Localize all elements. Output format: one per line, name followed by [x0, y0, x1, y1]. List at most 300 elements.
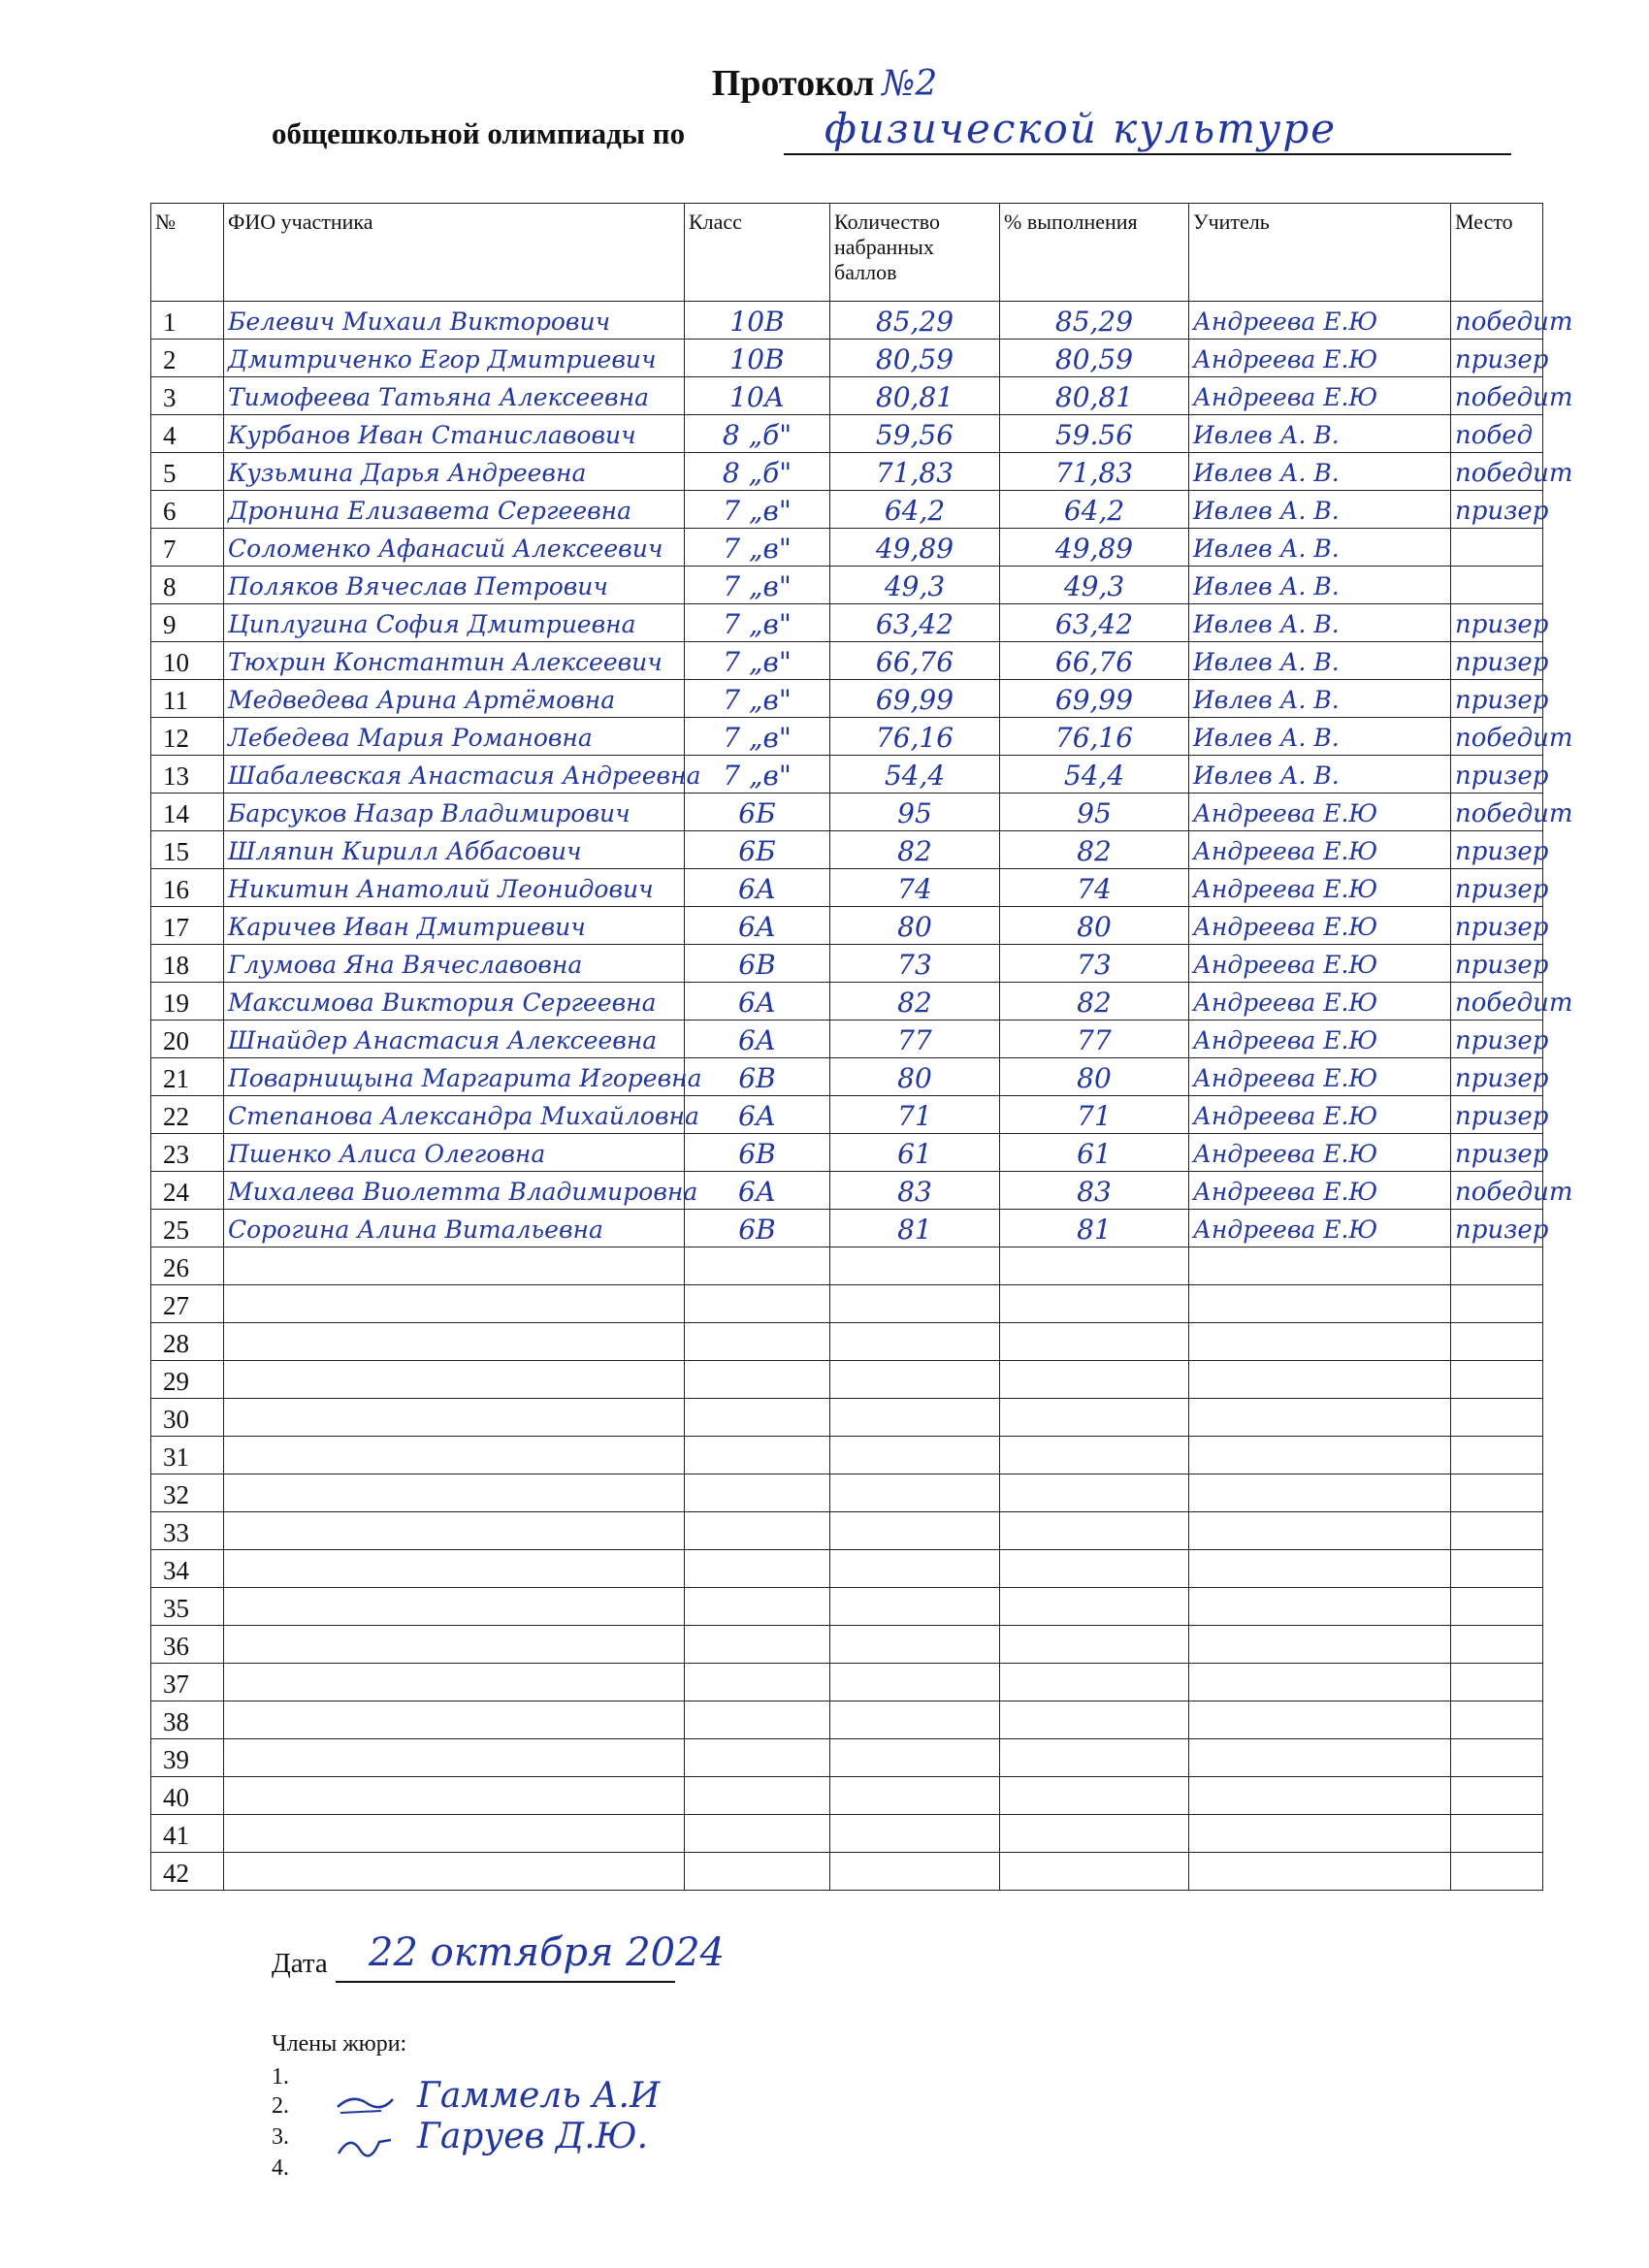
title-text: Протокол: [711, 63, 875, 104]
participant-name: Барсуков Назар Владимирович: [224, 794, 685, 831]
jury-signature-marks: [333, 2086, 401, 2173]
participant-percent: 80: [1000, 1058, 1189, 1096]
table-row: [151, 567, 1543, 604]
participant-place: побед: [1451, 415, 1543, 453]
participant-place: призер: [1451, 680, 1543, 718]
row-number: 9: [151, 604, 224, 642]
participant-score: 76,16: [830, 718, 1000, 756]
participant-class: 10В: [685, 302, 830, 340]
participant-class: [685, 1701, 830, 1739]
participant-class: [685, 1664, 830, 1701]
table-row: [151, 1777, 1543, 1815]
row-number: 15: [151, 831, 224, 869]
participant-name: [224, 1323, 685, 1361]
subject-handwritten: физической культуре: [824, 105, 1338, 152]
table-row: [151, 1210, 1543, 1247]
participant-place: призер: [1451, 1210, 1543, 1247]
participant-percent: [1000, 1588, 1189, 1626]
participant-percent: [1000, 1323, 1189, 1361]
participant-percent: 95: [1000, 794, 1189, 831]
participant-place: призер: [1451, 1021, 1543, 1058]
participant-place: победит: [1451, 302, 1543, 340]
participant-name: [224, 1588, 685, 1626]
participant-score: [830, 1664, 1000, 1701]
participant-teacher: Андреева Е.Ю: [1189, 1058, 1451, 1096]
participant-class: 10В: [685, 340, 830, 377]
table-row: [151, 377, 1543, 415]
participant-teacher: Ивлев А. В.: [1189, 680, 1451, 718]
table-row: [151, 1172, 1543, 1210]
participant-score: 74: [830, 869, 1000, 907]
participant-teacher: [1189, 1247, 1451, 1285]
participant-name: [224, 1399, 685, 1437]
row-number: 29: [151, 1361, 224, 1399]
participant-place: [1451, 1399, 1543, 1437]
participant-place: [1451, 1247, 1543, 1285]
participant-teacher: [1189, 1815, 1451, 1853]
table-row: [151, 1701, 1543, 1739]
participant-teacher: Андреева Е.Ю: [1189, 302, 1451, 340]
participant-name: [224, 1550, 685, 1588]
table-row: [151, 340, 1543, 377]
table-row: [151, 302, 1543, 340]
participant-percent: [1000, 1399, 1189, 1437]
table-row: [151, 983, 1543, 1021]
table-row: [151, 1323, 1543, 1361]
row-number: 40: [151, 1777, 224, 1815]
participant-score: 83: [830, 1172, 1000, 1210]
participant-class: [685, 1550, 830, 1588]
participant-percent: 82: [1000, 983, 1189, 1021]
participant-teacher: Ивлев А. В.: [1189, 718, 1451, 756]
participant-class: 7 „в": [685, 642, 830, 680]
participant-class: 6Б: [685, 794, 830, 831]
participant-score: [830, 1247, 1000, 1285]
participant-class: [685, 1323, 830, 1361]
participant-score: 66,76: [830, 642, 1000, 680]
table-row: [151, 1626, 1543, 1664]
row-number: 3: [151, 377, 224, 415]
table-row: [151, 1512, 1543, 1550]
participant-teacher: Андреева Е.Ю: [1189, 945, 1451, 983]
participant-percent: 71: [1000, 1096, 1189, 1134]
row-number: 21: [151, 1058, 224, 1096]
participant-teacher: Андреева Е.Ю: [1189, 377, 1451, 415]
row-number: 2: [151, 340, 224, 377]
row-number: 6: [151, 491, 224, 529]
participant-place: [1451, 1815, 1543, 1853]
participant-class: 6В: [685, 1058, 830, 1096]
participant-percent: [1000, 1626, 1189, 1664]
participant-percent: 59.56: [1000, 415, 1189, 453]
row-number: 28: [151, 1323, 224, 1361]
participant-teacher: Ивлев А. В.: [1189, 491, 1451, 529]
participant-teacher: [1189, 1323, 1451, 1361]
participant-teacher: [1189, 1588, 1451, 1626]
participant-percent: [1000, 1853, 1189, 1891]
participant-class: 10А: [685, 377, 830, 415]
participant-score: 80: [830, 1058, 1000, 1096]
participant-teacher: Андреева Е.Ю: [1189, 831, 1451, 869]
participant-percent: 81: [1000, 1210, 1189, 1247]
participant-class: [685, 1588, 830, 1626]
participant-score: 82: [830, 983, 1000, 1021]
subject-underline: [784, 153, 1511, 155]
participant-class: 7 „в": [685, 529, 830, 567]
row-number: 41: [151, 1815, 224, 1853]
participant-name: Дронина Елизавета Сергеевна: [224, 491, 685, 529]
participant-place: [1451, 1739, 1543, 1777]
participant-percent: 61: [1000, 1134, 1189, 1172]
participant-score: 81: [830, 1210, 1000, 1247]
row-number: 31: [151, 1437, 224, 1474]
participant-teacher: [1189, 1474, 1451, 1512]
participant-name: [224, 1853, 685, 1891]
participant-teacher: [1189, 1550, 1451, 1588]
protocol-subtitle: общешкольной олимпиады по: [272, 116, 686, 150]
participant-percent: [1000, 1474, 1189, 1512]
participant-teacher: Андреева Е.Ю: [1189, 1210, 1451, 1247]
participant-place: [1451, 1437, 1543, 1474]
participant-place: [1451, 1512, 1543, 1550]
participant-class: [685, 1399, 830, 1437]
participant-class: [685, 1777, 830, 1815]
participant-teacher: Андреева Е.Ю: [1189, 1172, 1451, 1210]
participant-name: Глумова Яна Вячеславовна: [224, 945, 685, 983]
participant-percent: 83: [1000, 1172, 1189, 1210]
participant-name: Курбанов Иван Станиславович: [224, 415, 685, 453]
table-header-row: [151, 204, 1543, 302]
participant-teacher: [1189, 1285, 1451, 1323]
participant-place: победит: [1451, 794, 1543, 831]
participant-place: [1451, 1701, 1543, 1739]
participant-percent: 63,42: [1000, 604, 1189, 642]
jury-item-4-signature: Гаруев Д.Ю.: [417, 2117, 649, 2156]
participant-score: 80: [830, 907, 1000, 945]
participant-teacher: Андреева Е.Ю: [1189, 869, 1451, 907]
participant-class: 6А: [685, 869, 830, 907]
participant-percent: [1000, 1777, 1189, 1815]
participant-teacher: [1189, 1361, 1451, 1399]
row-number: 4: [151, 415, 224, 453]
participant-score: [830, 1285, 1000, 1323]
participant-score: [830, 1626, 1000, 1664]
participant-name: Шнайдер Анастасия Алексеевна: [224, 1021, 685, 1058]
participant-class: 7 „в": [685, 567, 830, 604]
participant-place: призер: [1451, 1058, 1543, 1096]
participant-class: 6А: [685, 907, 830, 945]
table-row: [151, 453, 1543, 491]
participant-place: победит: [1451, 377, 1543, 415]
participant-teacher: [1189, 1701, 1451, 1739]
table-row: [151, 1815, 1543, 1853]
participant-class: 6В: [685, 945, 830, 983]
participant-percent: 73: [1000, 945, 1189, 983]
protocol-title: [0, 62, 1649, 105]
participant-score: [830, 1777, 1000, 1815]
protocol-number: №2: [882, 64, 938, 104]
participant-score: 69,99: [830, 680, 1000, 718]
participant-name: [224, 1701, 685, 1739]
participant-score: [830, 1474, 1000, 1512]
table-row: [151, 1588, 1543, 1626]
participant-teacher: [1189, 1399, 1451, 1437]
participant-score: [830, 1815, 1000, 1853]
table-row: [151, 1058, 1543, 1096]
participant-class: 7 „в": [685, 756, 830, 794]
table-row: [151, 945, 1543, 983]
participant-score: 64,2: [830, 491, 1000, 529]
participant-teacher: Ивлев А. В.: [1189, 567, 1451, 604]
participant-teacher: Ивлев А. В.: [1189, 453, 1451, 491]
participant-percent: [1000, 1701, 1189, 1739]
participant-percent: 74: [1000, 869, 1189, 907]
participant-name: Шабалевская Анастасия Андреевна: [224, 756, 685, 794]
participant-teacher: Ивлев А. В.: [1189, 415, 1451, 453]
participant-teacher: Андреева Е.Ю: [1189, 1096, 1451, 1134]
participant-name: Шляпин Кирилл Аббасович: [224, 831, 685, 869]
participant-teacher: Андреева Е.Ю: [1189, 907, 1451, 945]
participant-percent: 82: [1000, 831, 1189, 869]
participant-class: 6В: [685, 1210, 830, 1247]
participant-class: 6А: [685, 983, 830, 1021]
table-row: [151, 1247, 1543, 1285]
table-row: [151, 1285, 1543, 1323]
participant-name: Михалева Виолетта Владимировна: [224, 1172, 685, 1210]
date-value: 22 октября 2024: [369, 1930, 726, 1975]
participant-name: [224, 1626, 685, 1664]
participant-name: [224, 1285, 685, 1323]
row-number: 23: [151, 1134, 224, 1172]
participant-class: [685, 1853, 830, 1891]
participant-percent: [1000, 1437, 1189, 1474]
participant-class: [685, 1815, 830, 1853]
participant-place: [1451, 1285, 1543, 1323]
participant-percent: 76,16: [1000, 718, 1189, 756]
participant-place: [1451, 1474, 1543, 1512]
participant-name: Тимофеева Татьяна Алексеевна: [224, 377, 685, 415]
participant-score: 63,42: [830, 604, 1000, 642]
participant-teacher: Ивлев А. В.: [1189, 756, 1451, 794]
participant-score: [830, 1437, 1000, 1474]
participant-name: [224, 1739, 685, 1777]
participant-name: Медведева Арина Артёмовна: [224, 680, 685, 718]
participant-place: призер: [1451, 491, 1543, 529]
participant-score: [830, 1739, 1000, 1777]
table-row: [151, 680, 1543, 718]
table-row: [151, 1134, 1543, 1172]
participant-teacher: Андреева Е.Ю: [1189, 983, 1451, 1021]
row-number: 22: [151, 1096, 224, 1134]
participant-place: победит: [1451, 1172, 1543, 1210]
table-row: [151, 604, 1543, 642]
participant-name: Лебедева Мария Романовна: [224, 718, 685, 756]
participant-score: 77: [830, 1021, 1000, 1058]
row-number: 8: [151, 567, 224, 604]
participant-class: 6Б: [685, 831, 830, 869]
row-number: 18: [151, 945, 224, 983]
participant-score: [830, 1323, 1000, 1361]
participant-place: [1451, 1323, 1543, 1361]
participant-teacher: Ивлев А. В.: [1189, 642, 1451, 680]
participant-teacher: [1189, 1777, 1451, 1815]
jury-item-3-number: 3.: [272, 2124, 289, 2150]
row-number: 32: [151, 1474, 224, 1512]
col-header-percent: % выполнения: [1000, 204, 1189, 302]
participant-percent: 49,3: [1000, 567, 1189, 604]
participant-place: призер: [1451, 869, 1543, 907]
participant-score: 71: [830, 1096, 1000, 1134]
participant-class: [685, 1285, 830, 1323]
table-row: [151, 1361, 1543, 1399]
participant-name: Тюхрин Константин Алексеевич: [224, 642, 685, 680]
table-row: [151, 907, 1543, 945]
participant-name: [224, 1512, 685, 1550]
participant-score: [830, 1853, 1000, 1891]
table-row: [151, 415, 1543, 453]
participant-place: призер: [1451, 1096, 1543, 1134]
row-number: 5: [151, 453, 224, 491]
table-row: [151, 756, 1543, 794]
row-number: 27: [151, 1285, 224, 1323]
participant-class: 7 „в": [685, 491, 830, 529]
row-number: 17: [151, 907, 224, 945]
signature-mark-2: [338, 2099, 393, 2107]
participant-percent: [1000, 1512, 1189, 1550]
table-row: [151, 1664, 1543, 1701]
col-header-place: Место: [1451, 204, 1543, 302]
participant-score: 80,81: [830, 377, 1000, 415]
table-row: [151, 869, 1543, 907]
row-number: 36: [151, 1626, 224, 1664]
row-number: 34: [151, 1550, 224, 1588]
participant-class: 7 „в": [685, 718, 830, 756]
table-row: [151, 1021, 1543, 1058]
col-header-name: ФИО участника: [224, 204, 685, 302]
participant-name: Соломенко Афанасий Алексеевич: [224, 529, 685, 567]
participant-place: [1451, 1361, 1543, 1399]
row-number: 16: [151, 869, 224, 907]
table-row: [151, 529, 1543, 567]
table-row: [151, 1853, 1543, 1891]
participant-class: 7 „в": [685, 680, 830, 718]
participant-score: 80,59: [830, 340, 1000, 377]
participant-teacher: Ивлев А. В.: [1189, 529, 1451, 567]
participant-score: 61: [830, 1134, 1000, 1172]
participant-place: [1451, 567, 1543, 604]
row-number: 33: [151, 1512, 224, 1550]
signature-stroke-2: [340, 2111, 381, 2113]
table-row: [151, 1739, 1543, 1777]
participant-teacher: [1189, 1626, 1451, 1664]
participant-score: [830, 1399, 1000, 1437]
participant-score: 49,89: [830, 529, 1000, 567]
participant-place: [1451, 1853, 1543, 1891]
participant-score: [830, 1361, 1000, 1399]
table-row: [151, 831, 1543, 869]
row-number: 24: [151, 1172, 224, 1210]
table-row: [151, 1399, 1543, 1437]
participant-place: призер: [1451, 1134, 1543, 1172]
row-number: 14: [151, 794, 224, 831]
participant-class: [685, 1512, 830, 1550]
signature-mark-4: [339, 2140, 391, 2155]
participant-teacher: Андреева Е.Ю: [1189, 1021, 1451, 1058]
participant-place: [1451, 1550, 1543, 1588]
participant-percent: 85,29: [1000, 302, 1189, 340]
participant-class: [685, 1361, 830, 1399]
table-row: [151, 1474, 1543, 1512]
table-body: [151, 302, 1573, 1891]
participant-percent: 54,4: [1000, 756, 1189, 794]
table-row: [151, 1437, 1543, 1474]
participant-percent: 80: [1000, 907, 1189, 945]
participant-class: 8 „б": [685, 453, 830, 491]
row-number: 26: [151, 1247, 224, 1285]
participant-name: Поварнищына Маргарита Игоревна: [224, 1058, 685, 1096]
participant-place: [1451, 1777, 1543, 1815]
participant-place: [1451, 1588, 1543, 1626]
participant-class: 6А: [685, 1021, 830, 1058]
participant-place: победит: [1451, 983, 1543, 1021]
participant-score: 95: [830, 794, 1000, 831]
participant-teacher: Андреева Е.Ю: [1189, 340, 1451, 377]
participant-class: [685, 1739, 830, 1777]
participant-name: [224, 1664, 685, 1701]
participant-score: 54,4: [830, 756, 1000, 794]
participant-name: [224, 1815, 685, 1853]
participant-place: призер: [1451, 340, 1543, 377]
participant-name: Пшенко Алиса Олеговна: [224, 1134, 685, 1172]
date-underline: [336, 1981, 675, 1983]
participant-name: Сорогина Алина Витальевна: [224, 1210, 685, 1247]
participant-score: 71,83: [830, 453, 1000, 491]
participant-teacher: Андреева Е.Ю: [1189, 1134, 1451, 1172]
participant-teacher: Андреева Е.Ю: [1189, 794, 1451, 831]
participant-place: победит: [1451, 453, 1543, 491]
participant-place: призер: [1451, 604, 1543, 642]
jury-item-1-number: 1.: [272, 2064, 289, 2090]
participant-name: Циплугина София Дмитриевна: [224, 604, 685, 642]
row-number: 13: [151, 756, 224, 794]
table-row: [151, 491, 1543, 529]
table-row: [151, 1096, 1543, 1134]
participant-score: 82: [830, 831, 1000, 869]
participant-name: [224, 1361, 685, 1399]
row-number: 19: [151, 983, 224, 1021]
row-number: 39: [151, 1739, 224, 1777]
participant-percent: 71,83: [1000, 453, 1189, 491]
participant-name: [224, 1777, 685, 1815]
participant-class: 6А: [685, 1172, 830, 1210]
participant-class: [685, 1626, 830, 1664]
participant-place: призер: [1451, 831, 1543, 869]
participant-name: Кузьмина Дарья Андреевна: [224, 453, 685, 491]
col-header-number: №: [151, 204, 224, 302]
col-header-score: Количество набранных баллов: [830, 204, 1000, 302]
row-number: 30: [151, 1399, 224, 1437]
participant-place: призер: [1451, 756, 1543, 794]
date-label: Дата: [272, 1948, 328, 1979]
participant-place: призер: [1451, 945, 1543, 983]
participant-score: 85,29: [830, 302, 1000, 340]
participant-class: 6А: [685, 1096, 830, 1134]
participant-score: 59,56: [830, 415, 1000, 453]
row-number: 20: [151, 1021, 224, 1058]
participant-teacher: [1189, 1512, 1451, 1550]
participant-score: [830, 1701, 1000, 1739]
row-number: 37: [151, 1664, 224, 1701]
